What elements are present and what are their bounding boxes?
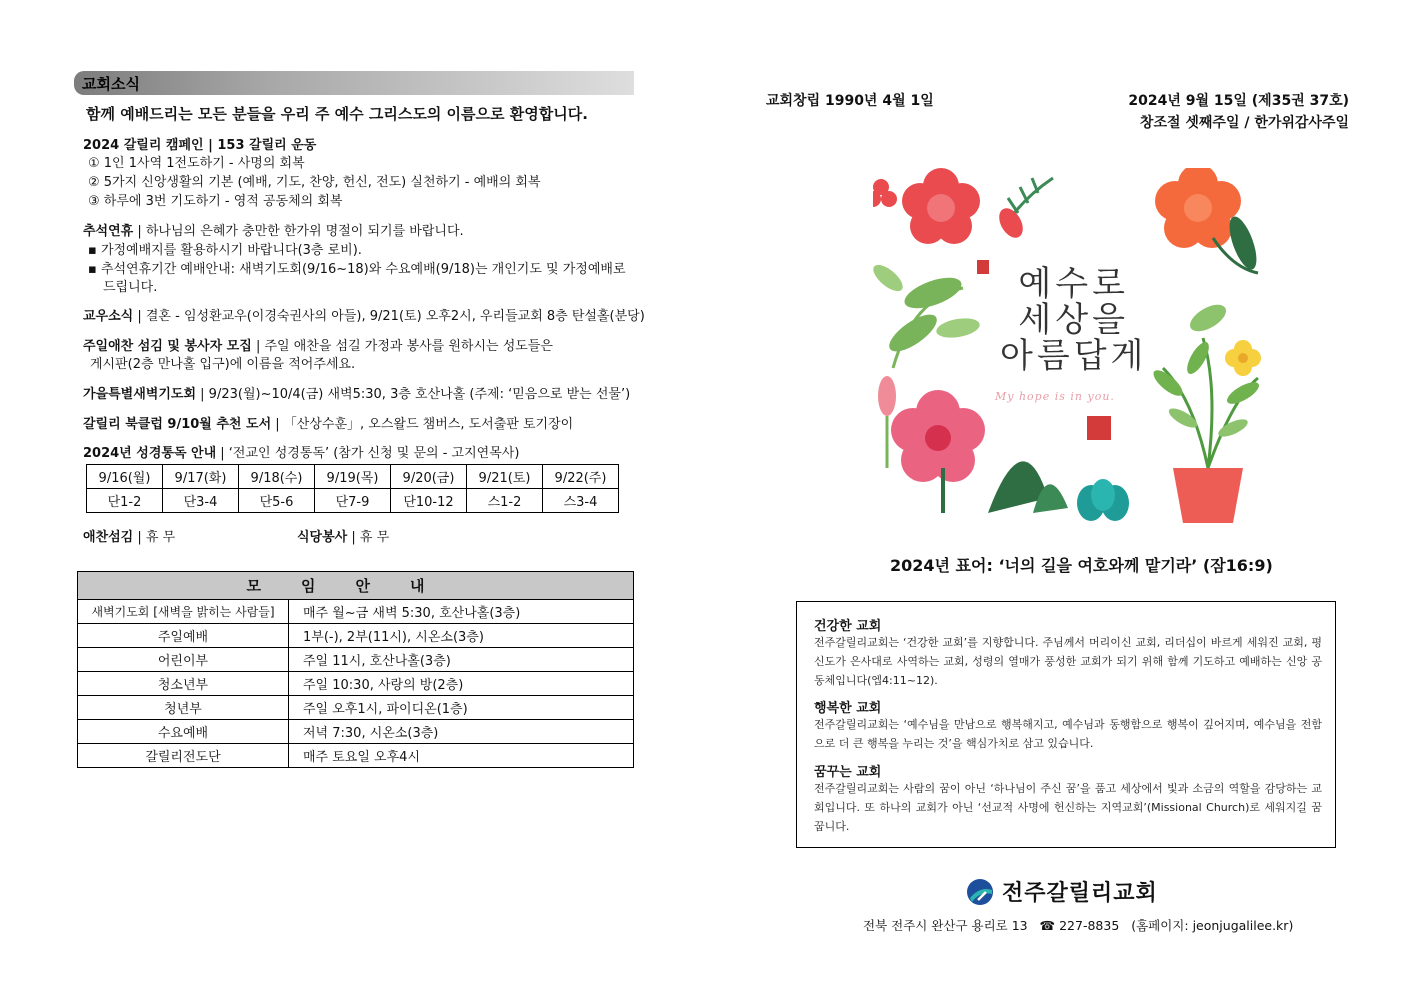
book-club-text: | 「산상수훈」, 오스왈드 챔버스, 도서출판 토기장이 xyxy=(271,417,574,432)
campaign-item: ① 1인 1사역 1전도하기 - 사명의 회복 xyxy=(88,156,305,171)
meeting-time: 매주 월~금 새벽 5:30, 호산나홀(3층) xyxy=(289,600,634,624)
campaign-item: ③ 하루에 3번 기도하기 - 영적 공동체의 회복 xyxy=(88,194,343,209)
meeting-name: 주일예배 xyxy=(78,624,289,648)
table-row xyxy=(78,744,634,768)
value-title: 건강한 교회 xyxy=(814,619,882,634)
dawn-prayer-text: | 9/23(월)~10/4(금) 새벽5:30, 3층 호산나홀 (주제: ‘믿음으로 받는 선물’) xyxy=(196,387,631,402)
year-motto: 2024년 표어: ‘너의 길을 여호와께 맡기라’ (잠16:9) xyxy=(890,556,1273,575)
book-club-notice xyxy=(83,413,573,432)
church-address: 전북 전주시 완산구 용리로 13 xyxy=(863,918,1028,933)
volunteer-notice xyxy=(83,335,553,354)
table-row xyxy=(78,600,634,624)
welcome-text: 함께 예배드리는 모든 분들을 우리 주 예수 그리스도의 이름으로 환영합니다. xyxy=(86,105,588,123)
dawn-prayer-notice xyxy=(83,383,630,402)
church-logo-icon xyxy=(966,878,994,906)
issue-date: 2024년 9월 15일 (제35권 37호) xyxy=(1128,93,1349,109)
table-cell: 단10-12 xyxy=(391,489,467,513)
table-cell: 단1-2 xyxy=(87,489,163,513)
table-cell: 단3-4 xyxy=(163,489,239,513)
table-header-row xyxy=(78,572,634,600)
fellowship-text: | 휴 무 xyxy=(133,530,176,545)
bible-reading-notice xyxy=(83,442,519,461)
table-row xyxy=(78,720,634,744)
value-title: 꿈꾸는 교회 xyxy=(814,765,882,780)
table-cell: 스1-2 xyxy=(467,489,543,513)
table-cell: 9/16(월) xyxy=(87,465,163,489)
meeting-name: 수요예배 xyxy=(78,720,289,744)
table-row xyxy=(87,465,619,489)
section-title: 교회소식 xyxy=(82,75,140,93)
meeting-name: 갈릴리전도단 xyxy=(78,744,289,768)
church-phone: ☎ 227-8835 xyxy=(1039,918,1120,933)
yellow-flower xyxy=(1225,340,1261,376)
founding-date: 교회창립 1990년 4월 1일 xyxy=(766,93,934,109)
meetings-title: 모임안내 xyxy=(78,572,634,600)
dawn-prayer-label: 가을특별새벽기도회 xyxy=(83,387,197,402)
cover-illustration xyxy=(873,168,1273,533)
cover-line: 세상을 xyxy=(1018,300,1129,340)
table-cell: 9/19(목) xyxy=(315,465,391,489)
chuseok-label: 추석연휴 xyxy=(83,224,134,239)
chuseok-text: | 하나님의 은혜가 충만한 한가위 명절이 되기를 바랍니다. xyxy=(133,224,464,239)
table-cell: 9/18(수) xyxy=(239,465,315,489)
chuseok-item: ▪ 추석연휴기간 예배안내: 새벽기도회(9/16~18)와 수요예배(9/18)는 개인기도 및 가정예배로 xyxy=(88,262,626,277)
value-text: 전주갈릴리교회는 사람의 꿈이 아닌 ‘하나님이 주신 꿈’을 품고 세상에서 빛과 소금의 역할을 감당하는 교회입니다. 또 하나의 교회가 아닌 ‘선교적 사명에 헌신하는 지역교회’(Missional Church)로 세워지길 꿈꿉니다. xyxy=(814,782,1322,833)
cover-calligraphy xyxy=(1000,266,1147,374)
teal-bush xyxy=(1077,479,1129,521)
value-text: 전주갈릴리교회는 ‘건강한 교회’를 지향합니다. 주님께서 머리이신 교회, 리더십이 바르게 세워진 교회, 평신도가 은사대로 사역하는 교회, 성령의 열매가 풍성한 교회가 되기 위해 함께 기도하고 예배하는 신앙 공동체입니다(엡4:11~12). xyxy=(814,636,1322,687)
kitchen-label: 식당봉사 xyxy=(297,530,348,545)
orange-flower xyxy=(1155,168,1241,248)
meeting-time: 주일 오후1시, 파이디온(1층) xyxy=(289,696,634,720)
fellowship-label: 애찬섬김 xyxy=(83,530,134,545)
meeting-time: 주일 10:30, 사랑의 방(2층) xyxy=(289,672,634,696)
campaign-title: 2024 갈릴리 캠페인 | 153 갈릴리 운동 xyxy=(83,138,317,153)
core-values-box xyxy=(796,601,1336,848)
table-row xyxy=(87,489,619,513)
cover-subtitle: My hope is in you. xyxy=(995,390,1115,403)
table-cell: 스3-4 xyxy=(543,489,619,513)
member-news-text: | 결혼 - 임성환교우(이경숙권사의 아들), 9/21(토) 오후2시, 우리들교회 8층 탄설홀(분당) xyxy=(133,309,645,324)
table-cell: 단5-6 xyxy=(239,489,315,513)
meetings-table xyxy=(77,571,634,768)
cover-line: 아름답게 xyxy=(1000,336,1148,376)
bible-reading-label: 2024년 성경통독 안내 xyxy=(83,446,217,461)
value-title: 행복한 교회 xyxy=(814,701,882,716)
table-row xyxy=(78,696,634,720)
fellowship-service xyxy=(83,526,175,545)
chuseok-item: 드립니다. xyxy=(103,280,158,295)
meeting-name: 청년부 xyxy=(78,696,289,720)
meeting-name: 청소년부 xyxy=(78,672,289,696)
member-news xyxy=(83,305,645,324)
volunteer-label: 주일애찬 섬김 및 봉사자 모집 xyxy=(83,339,252,354)
campaign-item: ② 5가지 신앙생활의 기본 (예배, 기도, 찬양, 헌신, 전도) 실천하기 - 예배의 회복 xyxy=(88,175,541,190)
table-row xyxy=(78,672,634,696)
meeting-time: 저녁 7:30, 시온소(3층) xyxy=(289,720,634,744)
church-contact xyxy=(863,916,1293,934)
kitchen-text: | 휴 무 xyxy=(347,530,390,545)
member-news-label: 교우소식 xyxy=(83,309,134,324)
table-cell: 9/22(주) xyxy=(543,465,619,489)
red-flower xyxy=(902,168,980,244)
book-club-label: 갈릴리 북클럽 9/10월 추천 도서 xyxy=(83,417,272,432)
meeting-name: 어린이부 xyxy=(78,648,289,672)
bible-reading-text: | ‘전교인 성경통독’ (참가 신청 및 문의 - 고지연목사) xyxy=(216,446,520,461)
value-text: 전주갈릴리교회는 ‘예수님을 만남으로 행복해지고, 예수님과 동행함으로 행복이 깊어지며, 예수님을 전함으로 더 큰 행복을 누리는 것’을 핵심가치로 삼고 있습니다. xyxy=(814,718,1322,750)
chuseok-notice xyxy=(83,220,464,239)
volunteer-text: | 주일 애찬을 섬길 가정과 봉사를 원하시는 성도들은 xyxy=(251,339,553,354)
table-cell: 단7-9 xyxy=(315,489,391,513)
pink-flower xyxy=(891,390,985,482)
bible-reading-table xyxy=(86,464,619,513)
kitchen-service xyxy=(297,526,389,545)
liturgical-week: 창조절 셋째주일 / 한가위감사주일 xyxy=(1139,115,1349,131)
meeting-time: 매주 토요일 오후4시 xyxy=(289,744,634,768)
table-cell: 9/17(화) xyxy=(163,465,239,489)
section-header-church-news xyxy=(74,71,634,95)
meeting-name: 새벽기도회 [새벽을 밝히는 사람들] xyxy=(78,600,289,624)
table-cell: 9/21(토) xyxy=(467,465,543,489)
church-name: 전주갈릴리교회 xyxy=(1002,881,1158,906)
red-flower-small xyxy=(873,179,897,207)
volunteer-line2: 게시판(2층 만나홀 입구)에 이름을 적어주세요. xyxy=(90,357,356,372)
table-cell: 9/20(금) xyxy=(391,465,467,489)
church-homepage: (홈페이지: jeonjugalilee.kr) xyxy=(1131,918,1294,933)
meeting-time: 1부(-), 2부(11시), 시온소(3층) xyxy=(289,624,634,648)
table-row xyxy=(78,648,634,672)
chuseok-item: ▪ 가정예배지를 활용하시기 바랍니다(3층 로비). xyxy=(88,243,362,258)
meeting-time: 주일 11시, 호산나홀(3층) xyxy=(289,648,634,672)
table-row xyxy=(78,624,634,648)
cover-line: 예수로 xyxy=(1018,264,1129,304)
